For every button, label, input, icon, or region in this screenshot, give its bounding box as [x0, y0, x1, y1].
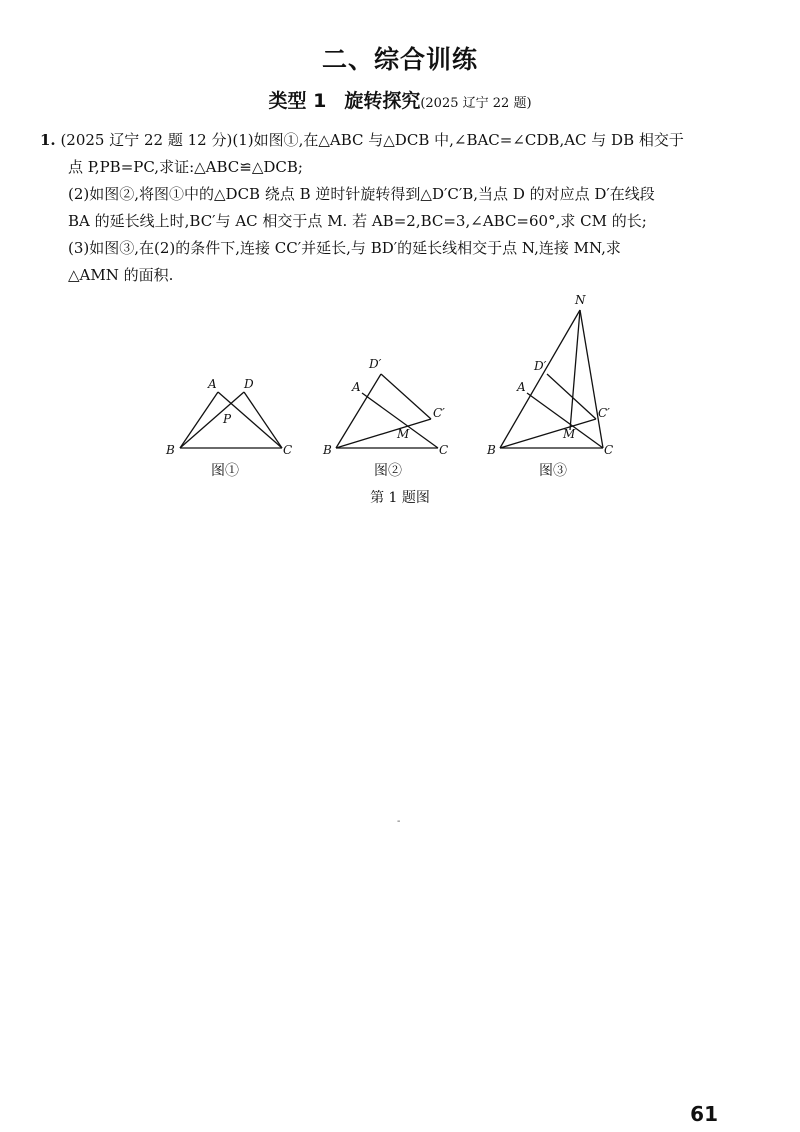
fig1-label-d: D	[244, 377, 254, 391]
page-number: 61	[690, 1102, 718, 1126]
fig3-label-c: C	[604, 443, 614, 457]
problem-line-2: 点 P,PB=PC,求证:△ABC≌△DCB;	[68, 158, 303, 176]
problem-line-1	[40, 130, 760, 150]
fig2-label-c2: C′	[433, 406, 445, 420]
type-heading	[0, 86, 800, 113]
fig1-label-b: B	[166, 443, 175, 457]
figure-3	[500, 310, 603, 448]
fig1-label-a: A	[208, 377, 217, 391]
fig3-label-b: B	[487, 443, 496, 457]
fig2-label-b: B	[323, 443, 332, 457]
fig3-label-a: A	[517, 380, 526, 394]
fig2-label-m: M	[397, 427, 410, 441]
fig2-label-a: A	[352, 380, 361, 394]
fig3-label-m: M	[563, 427, 576, 441]
fig2-label-d: D′	[369, 357, 382, 371]
fig2-label-c: C	[439, 443, 449, 457]
fig3-label-n: N	[575, 293, 586, 307]
problem-line-5: (3)如图③,在(2)的条件下,连接 CC′并延长,与 BD′的延长线相交于点 N,连接 MN,求	[68, 239, 621, 257]
figures-group-caption: 第 1 题图	[370, 490, 430, 506]
fig1-label-p: P	[223, 412, 232, 426]
problem-line-3: (2)如图②,将图①中的△DCB 绕点 B 逆时针旋转得到△D′C′B,当点 D 的对应点 D′在线段	[68, 185, 655, 203]
problem-text-line-1: (2025 辽宁 22 题 12 分)(1)如图①,在△ABC 与△DCB 中,∠BAC=∠CDB,AC 与 DB 相交于	[60, 131, 684, 149]
figure-2-caption: 图②	[374, 463, 402, 479]
problem-line-6: △AMN 的面积.	[68, 266, 174, 284]
fig3-label-d: D′	[534, 359, 547, 373]
figure-3-caption: 图③	[539, 463, 567, 479]
type-label: 类型 1	[268, 90, 327, 112]
fig1-label-c: C	[283, 443, 293, 457]
problem-number: 1.	[40, 131, 56, 149]
type-title: 旋转探究	[344, 90, 421, 112]
section-title: 二、综合训练	[321, 45, 478, 74]
fig3-segment-nm	[570, 310, 580, 430]
problem-line-4: BA 的延长线上时,BC′与 AC 相交于点 M. 若 AB=2,BC=3,∠ABC=60°,求 CM 的长;	[68, 212, 647, 230]
figure-1-caption: 图①	[211, 463, 239, 479]
stray-mark: -	[397, 816, 401, 827]
fig3-segment-nc	[580, 310, 603, 448]
type-source: (2025 辽宁 22 题)	[420, 96, 532, 111]
geometry-figures	[160, 292, 630, 462]
fig3-label-c2: C′	[598, 406, 610, 420]
